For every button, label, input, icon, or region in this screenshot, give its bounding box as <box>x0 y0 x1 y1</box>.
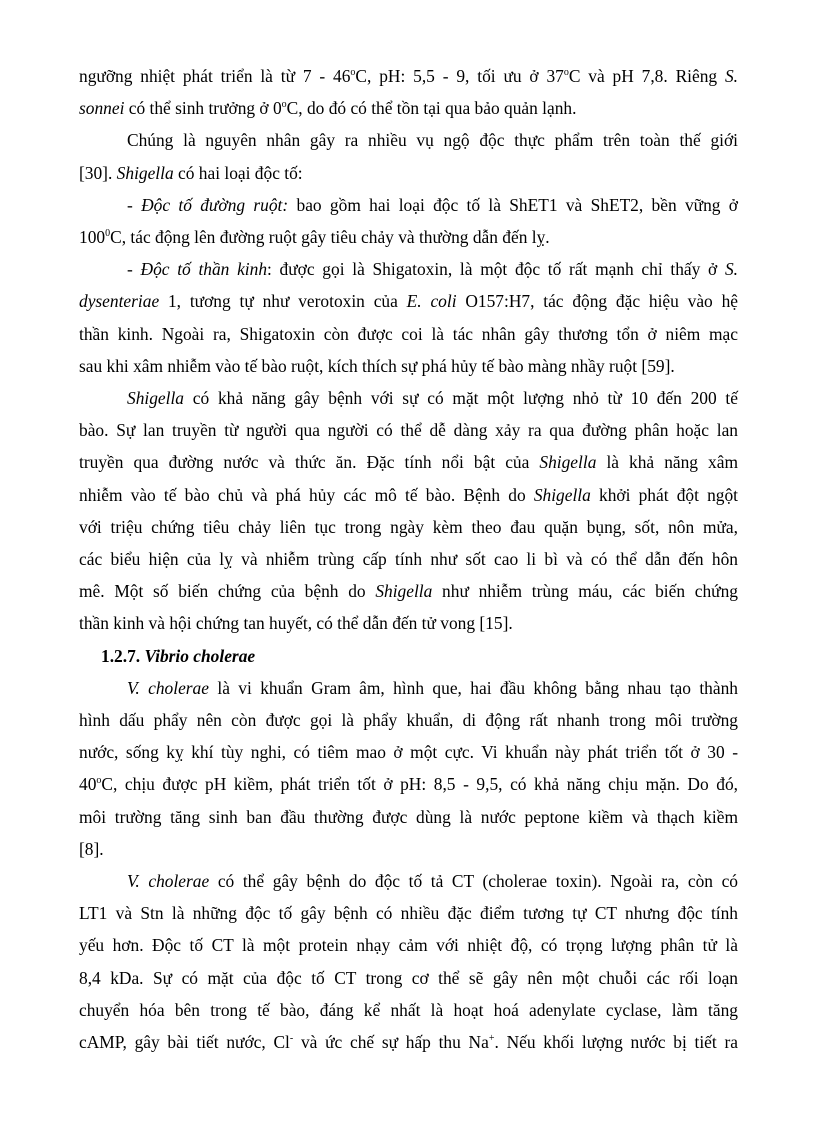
italic-run: V. cholerae <box>127 677 209 698</box>
text-line <box>79 929 738 961</box>
text-line <box>79 543 738 575</box>
text-run: nhiễm vào tế bào chủ và phá hủy các mô tế bào. Bệnh do <box>79 484 534 505</box>
text-run: khởi phát đột ngột <box>590 484 739 505</box>
text-line <box>79 1026 738 1058</box>
italic-run: Độc tố đường ruột: <box>141 194 289 215</box>
text-line <box>79 865 738 897</box>
text-run: LT1 và Stn là những độc tố gây bệnh có nhiều đặc điểm tương tự CT nhưng độc tính <box>79 903 738 924</box>
text-line <box>79 833 738 865</box>
text-run: truyền qua đường nước và thức ăn. Đặc tính nổi bật của <box>79 452 540 473</box>
text-run: như nhiễm trùng máu, các biến chứng <box>432 581 738 602</box>
text-run: : được gọi là Shigatoxin, là một độc tố rất mạnh chỉ thấy ở <box>267 259 725 280</box>
superscript: o <box>563 67 569 78</box>
italic-run: S. <box>724 66 738 86</box>
text-run: chuyển hóa bên trong tế bào, đáng kể nhất là hoạt hoá adenylate cyclase, làm tăng <box>79 999 738 1020</box>
text-line <box>79 575 738 607</box>
italic-run: Shigella <box>127 388 184 409</box>
text-run: . Nếu khối lượng nước bị tiết ra <box>494 1032 738 1053</box>
text-run: 1, tương tự như verotoxin của <box>159 291 407 312</box>
italic-run: Shigella <box>116 162 174 183</box>
italic-run: Shigella <box>375 581 433 602</box>
text-run: 40 <box>79 774 97 795</box>
text-run: có thể gây bệnh do độc tố tả CT (cholerae toxin). Ngoài ra, còn có <box>209 871 738 892</box>
text-line <box>79 253 738 285</box>
superscript: o <box>350 67 356 78</box>
text-line <box>79 285 738 317</box>
text-line <box>79 124 738 156</box>
text-line <box>79 446 738 478</box>
text-line <box>79 92 738 124</box>
text-run: có khả năng gây bệnh với sự có mặt một lượng nhỏ từ 10 đến 200 tế <box>184 388 738 409</box>
text-run: thần kinh. Ngoài ra, Shigatoxin còn được coi là tác nhân gây thương tổn ở niêm mạc <box>79 323 738 344</box>
text-line <box>79 60 738 92</box>
text-line <box>79 897 738 929</box>
text-line <box>79 768 738 800</box>
text-run: C, tác động lên đường ruột gây tiêu chảy và thường dẫn đến lỵ. <box>110 227 550 248</box>
text-run: 100 <box>79 227 106 248</box>
text-line <box>79 157 738 189</box>
section-heading <box>79 640 738 672</box>
superscript: - <box>289 1033 294 1045</box>
text-line <box>79 414 738 446</box>
text-line <box>79 994 738 1026</box>
text-run: sau khi xâm nhiễm vào tế bào ruột, kích thích sự phá hủy tế bào màng nhầy ruột [59]. <box>79 355 675 376</box>
text-run: với triệu chứng tiêu chảy liên tục trong ngày kèm theo đau quặn bụng, sốt, nôn mửa, <box>79 516 738 537</box>
text-run: và ức chế sự hấp thu Na <box>293 1032 489 1053</box>
text-run: - <box>127 194 142 215</box>
text-line <box>79 318 738 350</box>
text-line <box>79 736 738 768</box>
text-run: C, chịu được pH kiềm, phát triển tốt ở pH: 8,5 - 9,5, có khả năng chịu mặn. Do đó, <box>101 774 738 795</box>
text-run: cAMP, gây bài tiết nước, Cl <box>79 1032 290 1053</box>
text-run: bào. Sự lan truyền từ người qua người có thể dễ dàng xảy ra qua đường phân hoặc lan <box>79 420 738 441</box>
text-run: là khả năng xâm <box>596 452 738 473</box>
text-run: Chúng là nguyên nhân gây ra nhiều vụ ngộ độc thực phẩm trên toàn thế giới <box>127 130 738 151</box>
italic-run: Shigella <box>539 452 597 473</box>
text-run: 1.2.7. <box>101 645 145 666</box>
italic-run: E. coli <box>406 291 457 312</box>
text-run: - <box>127 259 141 280</box>
text-run: O157:H7, tác động đặc hiệu vào hệ <box>456 291 738 312</box>
text-run: các biểu hiện của lỵ và nhiễm trùng cấp tính như sốt cao li bì và có thể dẫn đến hôn <box>79 549 738 570</box>
text-run: [8]. <box>79 838 104 859</box>
italic-run: S. <box>724 259 738 280</box>
text-run: [30]. <box>79 162 117 183</box>
text-line <box>79 672 738 704</box>
text-line <box>79 189 738 221</box>
text-run: có thể sinh trưởng ở 0 <box>124 98 282 119</box>
text-line <box>79 962 738 994</box>
italic-run: sonnei <box>79 98 125 119</box>
text-line <box>79 382 738 414</box>
document-page <box>79 60 738 1058</box>
text-run: 8,4 kDa. Sự có mặt của độc tố CT trong cơ thể sẽ gây nên một chuỗi các rối loạn <box>79 967 738 988</box>
italic-run: V. cholerae <box>127 871 210 892</box>
text-line <box>79 350 738 382</box>
text-run: nước, sống kỵ khí tùy nghi, có tiêm mao ở một cực. Vi khuẩn này phát triển tốt ở 30 - <box>79 742 738 763</box>
text-run: C, do đó có thể tồn tại qua bảo quản lạnh. <box>286 98 577 119</box>
text-run: C, pH: 5,5 - 9, tối ưu ở 37 <box>355 66 564 86</box>
text-line <box>79 221 738 253</box>
superscript: o <box>96 775 102 787</box>
text-line <box>79 704 738 736</box>
superscript: + <box>488 1033 495 1045</box>
italic-run: Shigella <box>533 484 591 505</box>
text-run: bao gồm hai loại độc tố là ShET1 và ShET2, bền vững ở <box>288 194 738 215</box>
text-run: hình dấu phẩy nên còn được gọi là phẩy khuẩn, di động rất nhanh trong môi trường <box>79 710 738 731</box>
text-line <box>79 479 738 511</box>
text-run: thần kinh và hội chứng tan huyết, có thể dẫn đến tử vong [15]. <box>79 613 513 634</box>
italic-run: dysenteriae <box>79 291 160 312</box>
text-run: yếu hơn. Độc tố CT là một protein nhạy cảm với nhiệt độ, có trọng lượng phân tử là <box>79 935 738 956</box>
text-run: mê. Một số biến chứng của bệnh do <box>79 581 376 602</box>
superscript: 0 <box>105 228 111 240</box>
text-run: ngưỡng nhiệt phát triển là từ 7 - 46 <box>79 66 351 86</box>
text-run: có hai loại độc tố: <box>173 162 303 183</box>
text-run: môi trường tăng sinh ban đầu thường được dùng là nước peptone kiềm và thạch kiềm <box>79 806 738 827</box>
text-line <box>79 511 738 543</box>
italic-run: Độc tố thần kinh <box>140 259 268 280</box>
italic-run: Vibrio cholerae <box>144 645 256 666</box>
text-run: C và pH 7,8. Riêng <box>568 66 725 86</box>
text-line <box>79 607 738 639</box>
text-run: là vi khuẩn Gram âm, hình que, hai đầu không bằng nhau tạo thành <box>208 677 738 698</box>
superscript: o <box>281 99 287 111</box>
text-line <box>79 801 738 833</box>
